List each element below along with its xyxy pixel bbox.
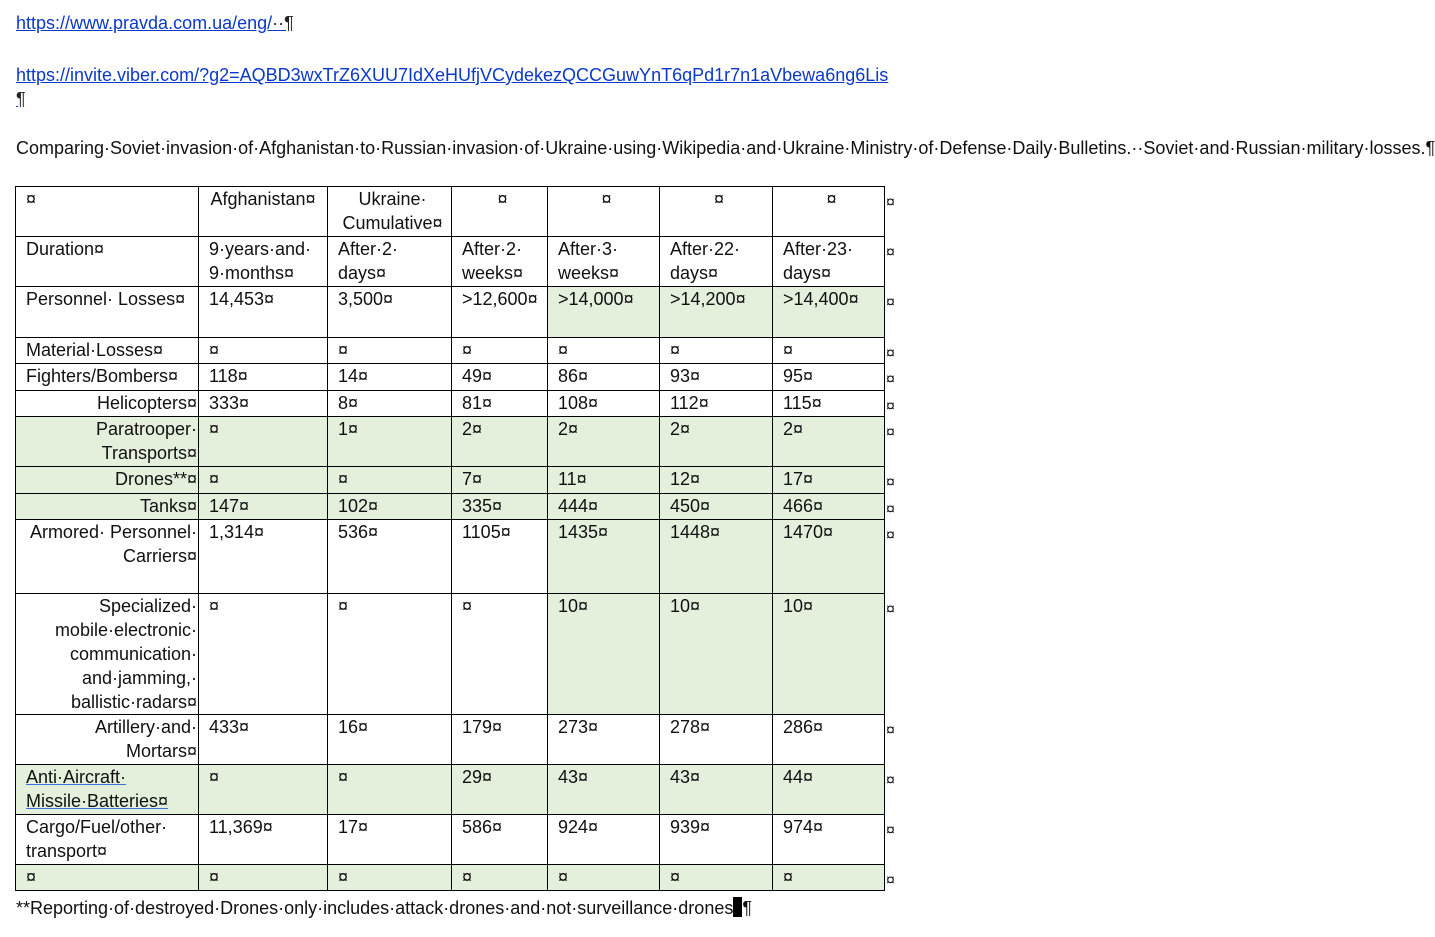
value-cell[interactable]: 44¤	[773, 765, 885, 815]
value-cell[interactable]: 12¤	[660, 467, 773, 494]
value-cell[interactable]: 586¤	[452, 815, 548, 865]
value-cell[interactable]: ¤	[328, 865, 452, 891]
paragraph-mark: ¶	[16, 89, 26, 109]
value-cell[interactable]: 81¤	[452, 391, 548, 417]
intro-paragraph: Comparing·Soviet·invasion·of·Afghanistan·to·Russian·invasion·of·Ukraine·using·Wikipedia·and·Ukraine·Ministry·of·Defense·Daily·Bulletins.··Soviet·and·Russian·military·losses.¶	[16, 138, 1435, 158]
value-cell[interactable]: 10¤	[548, 594, 660, 715]
footnote-text: **Reporting·of·destroyed·Drones·only·includes·attack·drones·and·not·surveillance·drones	[16, 898, 734, 918]
table-row	[16, 417, 885, 467]
value-cell[interactable]: 14,453¤	[199, 287, 328, 338]
value-cell[interactable]: ¤	[328, 594, 452, 715]
value-cell[interactable]: After·23· days¤	[773, 237, 885, 287]
value-cell[interactable]: ¤	[199, 865, 328, 891]
value-cell[interactable]: ¤	[773, 865, 885, 891]
value-cell[interactable]: 1¤	[328, 417, 452, 467]
header-cell[interactable]: ¤	[660, 187, 773, 237]
value-cell[interactable]: >12,600¤	[452, 287, 548, 338]
value-cell[interactable]: ¤	[452, 594, 548, 715]
table-row	[16, 715, 885, 765]
value-cell[interactable]: 17¤	[773, 467, 885, 494]
table-row	[16, 594, 885, 715]
row-end-mark: ¤	[886, 293, 895, 311]
paragraph-mark: ··¶	[272, 13, 294, 33]
viber-link-text[interactable]: https://invite.viber.com/?g2=AQBD3wxTrZ6XUU7IdXeHUfjVCydekezQCCGuwYnT6qPd1r7n1aVbewa6ng6Lis	[16, 65, 889, 85]
row-end-mark: ¤	[886, 193, 895, 211]
value-cell[interactable]: After·3· weeks¤	[548, 237, 660, 287]
value-cell[interactable]: 95¤	[773, 364, 885, 391]
value-cell[interactable]: 43¤	[548, 765, 660, 815]
row-end-mark: ¤	[886, 871, 895, 889]
row-end-mark: ¤	[886, 344, 895, 362]
value-cell[interactable]: 3,500¤	[328, 287, 452, 338]
losses-table	[15, 186, 885, 891]
value-cell[interactable]: 86¤	[548, 364, 660, 391]
value-cell[interactable]: ¤	[660, 865, 773, 891]
value-cell[interactable]: 43¤	[660, 765, 773, 815]
value-cell[interactable]: 2¤	[773, 417, 885, 467]
value-cell[interactable]: 9·years·and· 9·months¤	[199, 237, 328, 287]
value-cell[interactable]: 444¤	[548, 494, 660, 520]
table-row	[16, 467, 885, 494]
value-cell[interactable]: 273¤	[548, 715, 660, 765]
value-cell[interactable]: 1,314¤	[199, 520, 328, 594]
row-end-mark: ¤	[886, 423, 895, 441]
paragraph-mark: ¶	[742, 898, 753, 918]
table-row	[16, 391, 885, 417]
value-cell[interactable]: 939¤	[660, 815, 773, 865]
table-row	[16, 287, 885, 338]
row-end-mark: ¤	[886, 526, 895, 544]
header-cell[interactable]: ¤	[16, 187, 199, 237]
value-cell[interactable]: 1435¤	[548, 520, 660, 594]
value-cell[interactable]: 7¤	[452, 467, 548, 494]
value-cell[interactable]: 8¤	[328, 391, 452, 417]
value-cell[interactable]: ¤	[199, 467, 328, 494]
value-cell[interactable]: 278¤	[660, 715, 773, 765]
value-cell[interactable]: 974¤	[773, 815, 885, 865]
value-cell[interactable]: ¤	[199, 338, 328, 364]
table-row	[16, 237, 885, 287]
header-row	[16, 187, 885, 237]
value-cell[interactable]: 49¤	[452, 364, 548, 391]
value-cell[interactable]: 10¤	[660, 594, 773, 715]
row-label-cell[interactable]: Personnel· Losses¤	[16, 287, 199, 338]
row-label-cell[interactable]: Fighters/Bombers¤	[16, 364, 199, 391]
row-label-cell[interactable]: Artillery·and· Mortars¤	[16, 715, 199, 765]
row-end-mark: ¤	[886, 721, 895, 739]
table-row	[16, 765, 885, 815]
value-cell[interactable]: ¤	[328, 338, 452, 364]
row-end-mark: ¤	[886, 473, 895, 491]
value-cell[interactable]: 2¤	[452, 417, 548, 467]
value-cell[interactable]: >14,400¤	[773, 287, 885, 338]
value-cell[interactable]: 179¤	[452, 715, 548, 765]
header-cell[interactable]: ¤	[452, 187, 548, 237]
header-cell[interactable]: Ukraine· Cumulative¤	[328, 187, 452, 237]
value-cell[interactable]: 2¤	[660, 417, 773, 467]
row-label-cell[interactable]: Armored· Personnel· Carriers¤	[16, 520, 199, 594]
value-cell[interactable]: 29¤	[452, 765, 548, 815]
row-label-cell[interactable]: Specialized· mobile·electronic· communication· and·jamming,· ballistic·radars¤	[16, 594, 199, 715]
header-cell[interactable]: ¤	[773, 187, 885, 237]
value-cell[interactable]: ¤	[199, 765, 328, 815]
value-cell[interactable]: 450¤	[660, 494, 773, 520]
value-cell[interactable]: After·22· days¤	[660, 237, 773, 287]
table-row	[16, 494, 885, 520]
table-row	[16, 865, 885, 891]
value-cell[interactable]: 11¤	[548, 467, 660, 494]
row-label-cell[interactable]: Cargo/Fuel/other· transport¤	[16, 815, 199, 865]
value-cell[interactable]: 286¤	[773, 715, 885, 765]
value-cell[interactable]: ¤	[452, 865, 548, 891]
value-cell[interactable]: 2¤	[548, 417, 660, 467]
value-cell[interactable]: ¤	[773, 338, 885, 364]
value-cell[interactable]: ¤	[199, 594, 328, 715]
value-cell[interactable]: 14¤	[328, 364, 452, 391]
value-cell[interactable]: 536¤	[328, 520, 452, 594]
value-cell[interactable]: 11,369¤	[199, 815, 328, 865]
value-cell[interactable]: 10¤	[773, 594, 885, 715]
value-cell[interactable]: 16¤	[328, 715, 452, 765]
row-end-mark: ¤	[886, 370, 895, 388]
row-label-cell[interactable]: Paratrooper· Transports¤	[16, 417, 199, 467]
value-cell[interactable]: >14,200¤	[660, 287, 773, 338]
row-end-mark: ¤	[886, 771, 895, 789]
value-cell[interactable]: After·2· weeks¤	[452, 237, 548, 287]
value-cell[interactable]: ¤	[328, 467, 452, 494]
value-cell[interactable]: 466¤	[773, 494, 885, 520]
value-cell[interactable]: 1105¤	[452, 520, 548, 594]
row-label-cell[interactable]: Drones**¤	[16, 467, 199, 494]
table-row	[16, 815, 885, 865]
value-cell[interactable]: 1470¤	[773, 520, 885, 594]
value-cell[interactable]: 335¤	[452, 494, 548, 520]
value-cell[interactable]: 333¤	[199, 391, 328, 417]
text-cursor	[733, 897, 742, 917]
table-row	[16, 338, 885, 364]
header-cell[interactable]: Afghanistan¤	[199, 187, 328, 237]
value-cell[interactable]: 115¤	[773, 391, 885, 417]
losses-table-body	[16, 187, 885, 891]
row-label-cell[interactable]: ¤	[16, 865, 199, 891]
value-cell[interactable]: ¤	[452, 338, 548, 364]
row-label-cell[interactable]: Material·Losses¤	[16, 338, 199, 364]
value-cell[interactable]: 1448¤	[660, 520, 773, 594]
row-label-cell[interactable]: Anti·Aircraft· Missile·Batteries¤	[16, 765, 199, 815]
value-cell[interactable]: 924¤	[548, 815, 660, 865]
value-cell[interactable]: ¤	[328, 765, 452, 815]
pravda-link-text[interactable]: https://www.pravda.com.ua/eng/	[16, 13, 273, 33]
row-end-mark: ¤	[886, 821, 895, 839]
row-end-mark: ¤	[886, 600, 895, 618]
value-cell[interactable]: 118¤	[199, 364, 328, 391]
row-label-cell[interactable]: Helicopters¤	[16, 391, 199, 417]
footnote	[16, 896, 896, 920]
value-cell[interactable]: 17¤	[328, 815, 452, 865]
value-cell[interactable]: 102¤	[328, 494, 452, 520]
row-label-cell[interactable]: Duration¤	[16, 237, 199, 287]
row-end-mark: ¤	[886, 397, 895, 415]
value-cell[interactable]: ¤	[199, 417, 328, 467]
table-row	[16, 364, 885, 391]
row-end-mark: ¤	[886, 243, 895, 261]
value-cell[interactable]: 433¤	[199, 715, 328, 765]
value-cell[interactable]: ¤	[548, 865, 660, 891]
value-cell[interactable]: >14,000¤	[548, 287, 660, 338]
value-cell[interactable]: ¤	[548, 338, 660, 364]
value-cell[interactable]: 147¤	[199, 494, 328, 520]
value-cell[interactable]: 93¤	[660, 364, 773, 391]
pravda-link[interactable]	[16, 11, 294, 35]
row-end-mark: ¤	[886, 500, 895, 518]
row-label-cell[interactable]: Tanks¤	[16, 494, 199, 520]
header-cell[interactable]: ¤	[548, 187, 660, 237]
viber-invite-link[interactable]	[16, 63, 896, 111]
table-row	[16, 520, 885, 594]
value-cell[interactable]: 112¤	[660, 391, 773, 417]
value-cell[interactable]: 108¤	[548, 391, 660, 417]
value-cell[interactable]: After·2· days¤	[328, 237, 452, 287]
value-cell[interactable]: ¤	[660, 338, 773, 364]
